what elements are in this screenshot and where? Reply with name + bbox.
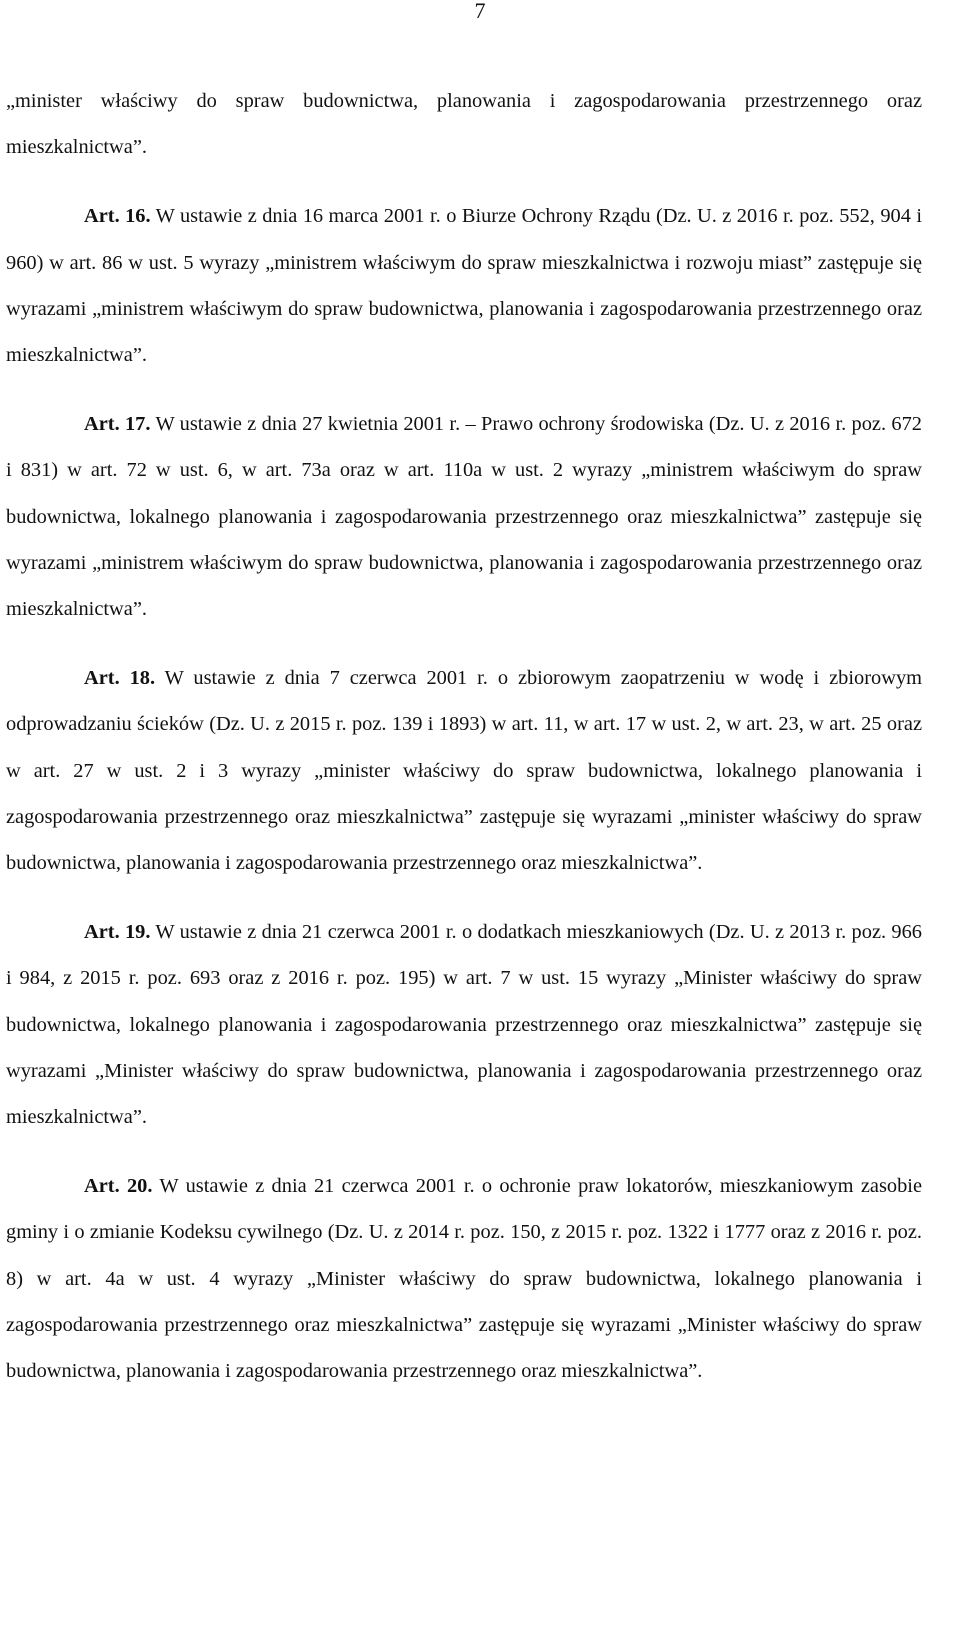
article-label: Art. 17. (84, 413, 151, 436)
page-number: 7 (474, 0, 486, 23)
article-text: W ustawie z dnia 21 czerwca 2001 r. o ochronie praw lokatorów, mieszkaniowym zasobie gminy i o zmianie Kodeksu cywilnego (Dz. U. z 2014 r. poz. 150, z 2015 r. poz. 1322 i 1777 oraz z 2016 r. poz. 8) w art. 4a w ust. 4 wyrazy „Minister właściwy do spraw budownictwa, lokalnego planowania i zagospodarowania przestrzennego oraz mieszkalnictwa” zastępuje się wyrazami „Minister właściwy do spraw budownictwa, planowania i zagospodarowania przestrzennego oraz mieszkalnictwa”. (6, 1175, 922, 1383)
article-text: W ustawie z dnia 21 czerwca 2001 r. o dodatkach mieszkaniowych (Dz. U. z 2013 r. poz. 966 i 984, z 2015 r. poz. 693 oraz z 2016 r. poz. 195) w art. 7 w ust. 15 wyrazy „Minister właściwy do spraw budownictwa, lokalnego planowania i zagospodarowania przestrzennego oraz mieszkalnictwa” zastępuje się wyrazami „Minister właściwy do spraw budownictwa, planowania i zagospodarowania przestrzennego oraz mieszkalnictwa”. (6, 921, 922, 1129)
article-label: Art. 16. (84, 205, 151, 228)
intro-paragraph: „minister właściwy do spraw budownictwa, planowania i zagospodarowania przestrzennego oraz mieszkalnictwa”. (6, 90, 922, 159)
article-18-paragraph (6, 655, 922, 886)
article-label: Art. 19. (84, 921, 151, 944)
article-label: Art. 18. (84, 667, 156, 690)
article-20-paragraph (6, 1163, 922, 1394)
article-16-paragraph (6, 193, 922, 378)
article-text: W ustawie z dnia 27 kwietnia 2001 r. – Prawo ochrony środowiska (Dz. U. z 2016 r. poz. 672 i 831) w art. 72 w ust. 6, w art. 73a oraz w art. 110a w ust. 2 wyrazy „ministrem właściwym do spraw budownictwa, lokalnego planowania i zagospodarowania przestrzennego oraz mieszkalnictwa” zastępuje się wyrazami „ministrem właściwym do spraw budownictwa, planowania i zagospodarowania przestrzennego oraz mieszkalnictwa”. (6, 413, 922, 621)
article-19-paragraph (6, 909, 922, 1140)
article-text: W ustawie z dnia 7 czerwca 2001 r. o zbiorowym zaopatrzeniu w wodę i zbiorowym odprowadzaniu ścieków (Dz. U. z 2015 r. poz. 139 i 1893) w art. 11, w art. 17 w ust. 2, w art. 23, w art. 25 oraz w art. 27 w ust. 2 i 3 wyrazy „minister właściwy do spraw budownictwa, lokalnego planowania i zagospodarowania przestrzennego oraz mieszkalnictwa” zastępuje się wyrazami „minister właściwy do spraw budownictwa, planowania i zagospodarowania przestrzennego oraz mieszkalnictwa”. (6, 667, 923, 875)
article-text: W ustawie z dnia 16 marca 2001 r. o Biurze Ochrony Rządu (Dz. U. z 2016 r. poz. 552, 904 i 960) w art. 86 w ust. 5 wyrazy „ministrem właściwym do spraw mieszkalnictwa i rozwoju miast” zastępuje się wyrazami „ministrem właściwym do spraw budownictwa, planowania i zagospodarowania przestrzennego oraz mieszkalnictwa”. (6, 205, 923, 367)
document-body (6, 78, 922, 1394)
article-17-paragraph (6, 401, 922, 632)
article-label: Art. 20. (84, 1175, 153, 1198)
